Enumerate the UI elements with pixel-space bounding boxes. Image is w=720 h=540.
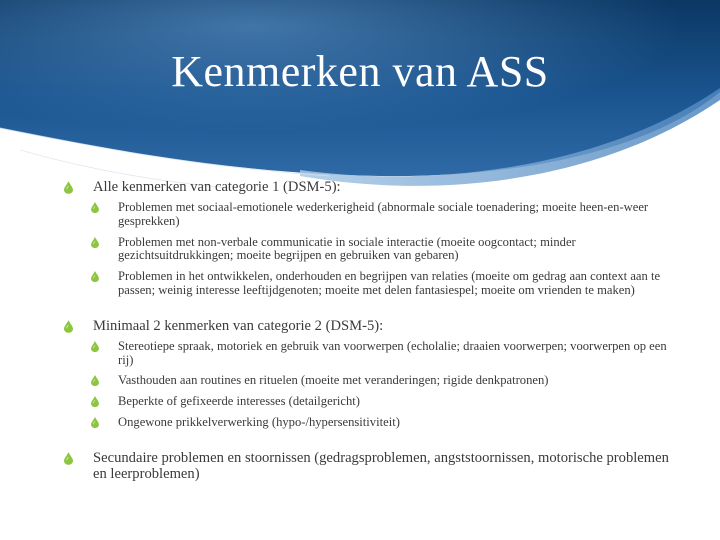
- slide-header: [0, 0, 720, 200]
- slide-title: Kenmerken van ASS: [171, 47, 549, 96]
- sub-item: [91, 395, 674, 409]
- leaf-drop-icon: [91, 202, 99, 213]
- sub-item: [91, 340, 674, 368]
- leaf-drop-icon: [91, 417, 99, 428]
- leaf-drop-icon: [91, 237, 99, 248]
- sub-item-text: Problemen in het ontwikkelen, onderhouden en begrijpen van relaties (moeite om gedrag aan context aan te passen; weinig interesse leeftijdgenoten; moeite met delen fantasiespel; moeite om vrienden te maken): [118, 269, 661, 297]
- leaf-drop-icon: [91, 341, 99, 352]
- leaf-drop-icon: [91, 375, 99, 386]
- section-label: Minimaal 2 kenmerken van categorie 2 (DSM-5):: [93, 317, 384, 334]
- sub-item: [91, 270, 674, 298]
- sub-item: [91, 201, 674, 229]
- leaf-drop-icon: [64, 452, 73, 465]
- sub-item-text: Problemen met sociaal-emotionele wederkerigheid (abnormale sociale toenadering; moeite heen-en-weer gesprekken): [118, 200, 649, 228]
- section-label: Alle kenmerken van categorie 1 (DSM-5):: [93, 179, 341, 195]
- sub-item: [91, 416, 674, 430]
- sub-item-text: Beperkte of gefixeerde interesses (detailgericht): [118, 394, 360, 409]
- section-item: [64, 318, 674, 334]
- leaf-drop-icon: [64, 320, 73, 333]
- leaf-drop-icon: [91, 271, 99, 282]
- leaf-drop-icon: [64, 181, 73, 194]
- leaf-drop-icon: [91, 396, 99, 407]
- sub-item-text: Stereotiepe spraak, motoriek en gebruik van voorwerpen (echolalie; draaien voorwerpen; voorwerpen op een rij): [118, 338, 667, 367]
- section-label: Secundaire problemen en stoornissen (gedragsproblemen, angststoornissen, motorische problemen en leerproblemen): [93, 449, 669, 482]
- bullet-list: [64, 179, 674, 482]
- section-item: [64, 450, 674, 482]
- header-wave-background: [0, 0, 720, 200]
- sub-item: [91, 236, 674, 264]
- section-item: [64, 179, 674, 195]
- sub-item-text: Problemen met non-verbale communicatie in sociale interactie (moeite oogcontact; minder gezichtsuitdrukkingen; moeite begrijpen en gebruiken van gebaren): [118, 234, 576, 263]
- sub-item: [91, 374, 674, 388]
- sub-item-text: Ongewone prikkelverwerking (hypo-/hypersensitiviteit): [118, 414, 400, 429]
- sub-item-text: Vasthouden aan routines en rituelen (moeite met veranderingen; rigide denkpatronen): [118, 373, 549, 388]
